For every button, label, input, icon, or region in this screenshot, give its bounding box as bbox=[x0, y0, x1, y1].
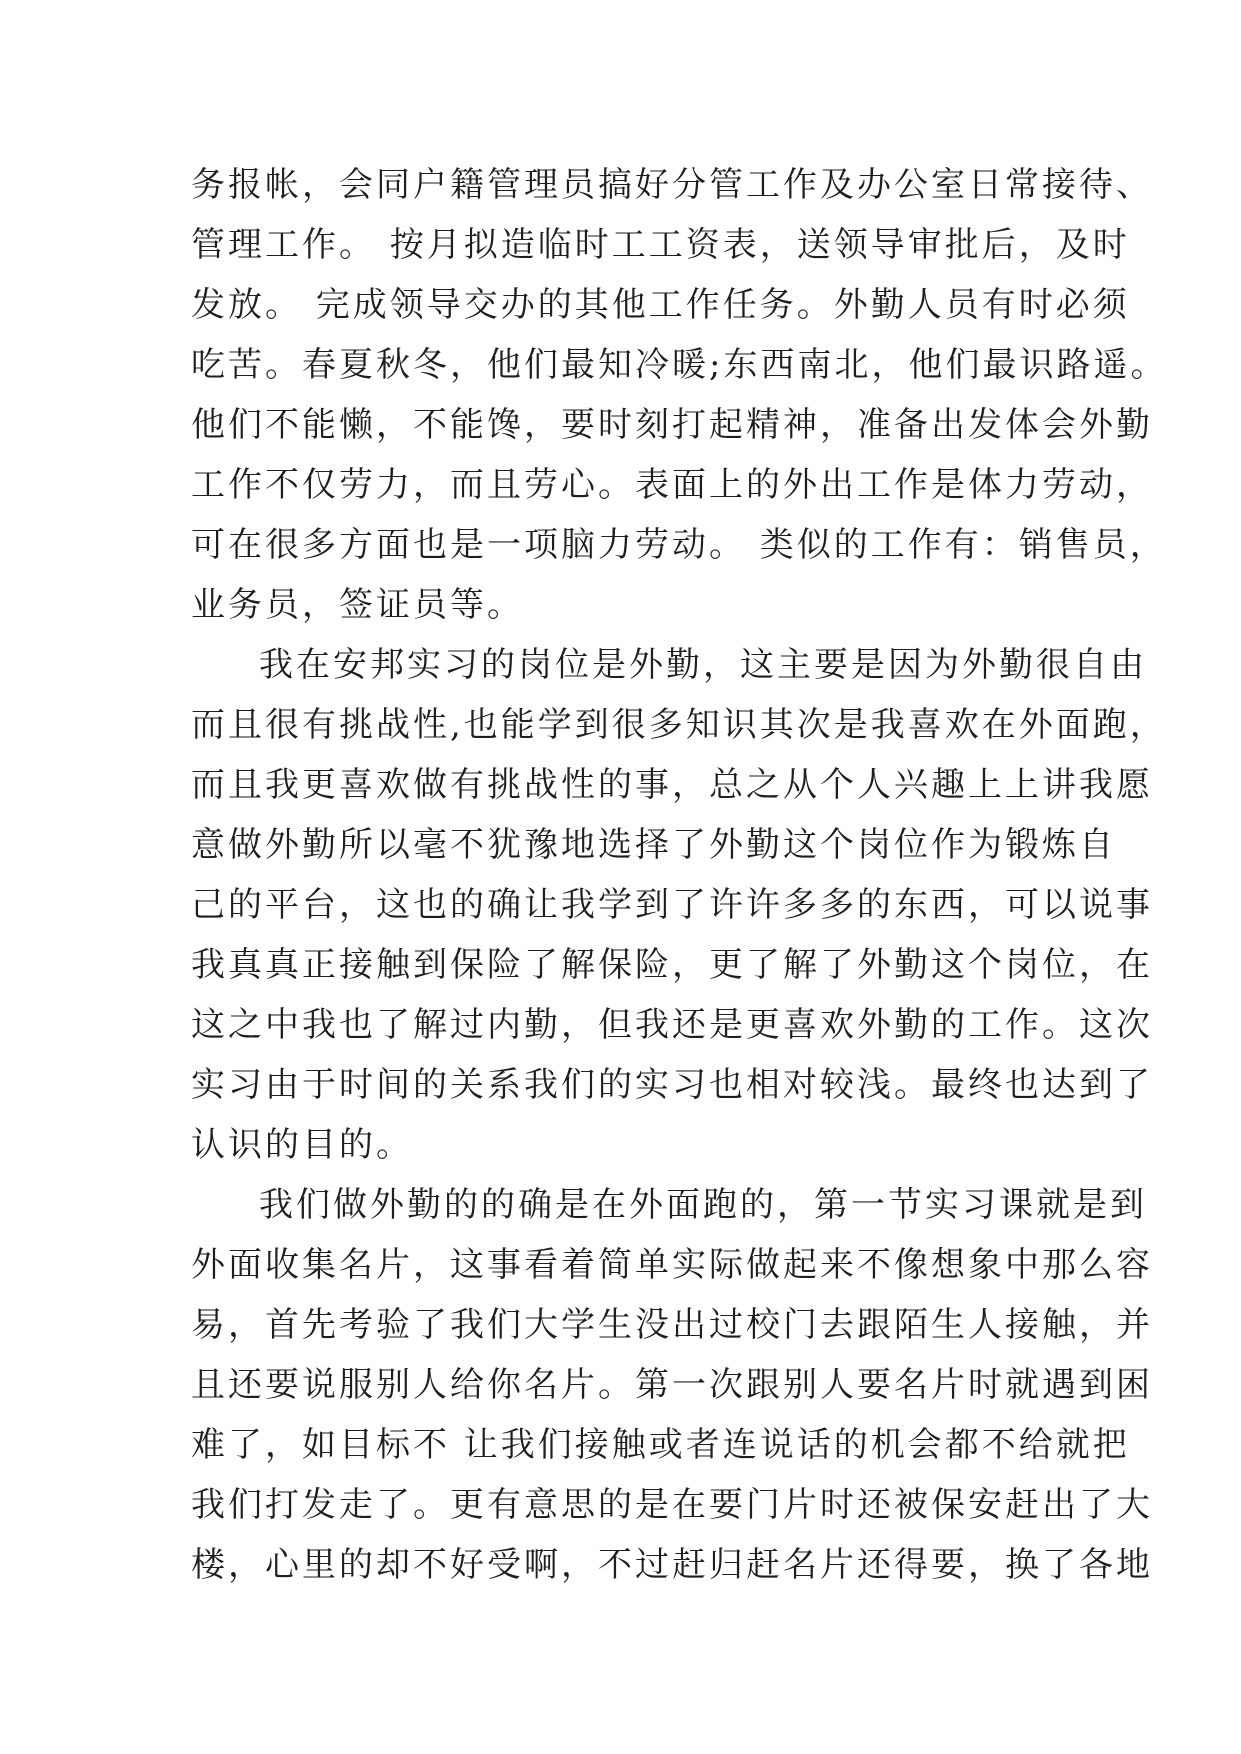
text-line: 意做外勤所以毫不犹豫地选择了外勤这个岗位作为锻炼自 bbox=[191, 825, 1116, 865]
text-line: 我们打发走了。更有意思的是在要门片时还被保安赶出了大 bbox=[191, 1485, 1153, 1525]
text-line: 可在很多方面也是一项脑力劳动。 类似的工作有：销售员， bbox=[191, 525, 1167, 565]
text-line: 难了，如目标不 让我们接触或者连说话的机会都不给就把 bbox=[191, 1425, 1130, 1465]
text-line: 易，首先考验了我们大学生没出过校门去跟陌生人接触，并 bbox=[191, 1305, 1153, 1345]
text-line: 而且我更喜欢做有挑战性的事，总之从个人兴趣上上讲我愿 bbox=[191, 765, 1153, 805]
text-line: 务报帐，会同户籍管理员搞好分管工作及办公室日常接待、 bbox=[191, 165, 1153, 205]
text-line: 实习由于时间的关系我们的实习也相对较浅。最终也达到了 bbox=[191, 1065, 1153, 1105]
text-line: 他们不能懒，不能馋，要时刻打起精神，准备出发体会外勤 bbox=[191, 405, 1153, 445]
text-line: 管理工作。 按月拟造临时工工资表，送领导审批后，及时 bbox=[191, 225, 1130, 265]
text-line: 业务员，签证员等。 bbox=[191, 585, 524, 625]
text-line: 认识的目的。 bbox=[191, 1125, 413, 1165]
text-line: 我在安邦实习的岗位是外勤，这主要是因为外勤很自由 bbox=[259, 645, 1147, 685]
text-line: 己的平台，这也的确让我学到了许许多多的东西，可以说事 bbox=[191, 885, 1153, 925]
body-text bbox=[191, 155, 1168, 1595]
text-line: 我真真正接触到保险了解保险，更了解了外勤这个岗位，在 bbox=[191, 945, 1153, 985]
text-line: 楼，心里的却不好受啊，不过赶归赶名片还得要，换了各地 bbox=[191, 1545, 1153, 1585]
text-line: 外面收集名片，这事看着简单实际做起来不像想象中那么容 bbox=[191, 1245, 1153, 1285]
text-line: 这之中我也了解过内勤，但我还是更喜欢外勤的工作。这次 bbox=[191, 1005, 1153, 1045]
text-line: 而且很有挑战性,也能学到很多知识其次是我喜欢在外面跑， bbox=[191, 705, 1167, 745]
text-line: 吃苦。春夏秋冬，他们最知冷暖;东西南北，他们最识路遥。 bbox=[191, 345, 1168, 385]
text-line: 且还要说服别人给你名片。第一次跟别人要名片时就遇到困 bbox=[191, 1365, 1153, 1405]
text-line: 我们做外勤的的确是在外面跑的，第一节实习课就是到 bbox=[259, 1185, 1147, 1225]
text-line: 工作不仅劳力，而且劳心。表面上的外出工作是体力劳动， bbox=[191, 465, 1153, 505]
text-line: 发放。 完成领导交办的其他工作任务。外勤人员有时必须 bbox=[191, 285, 1130, 325]
